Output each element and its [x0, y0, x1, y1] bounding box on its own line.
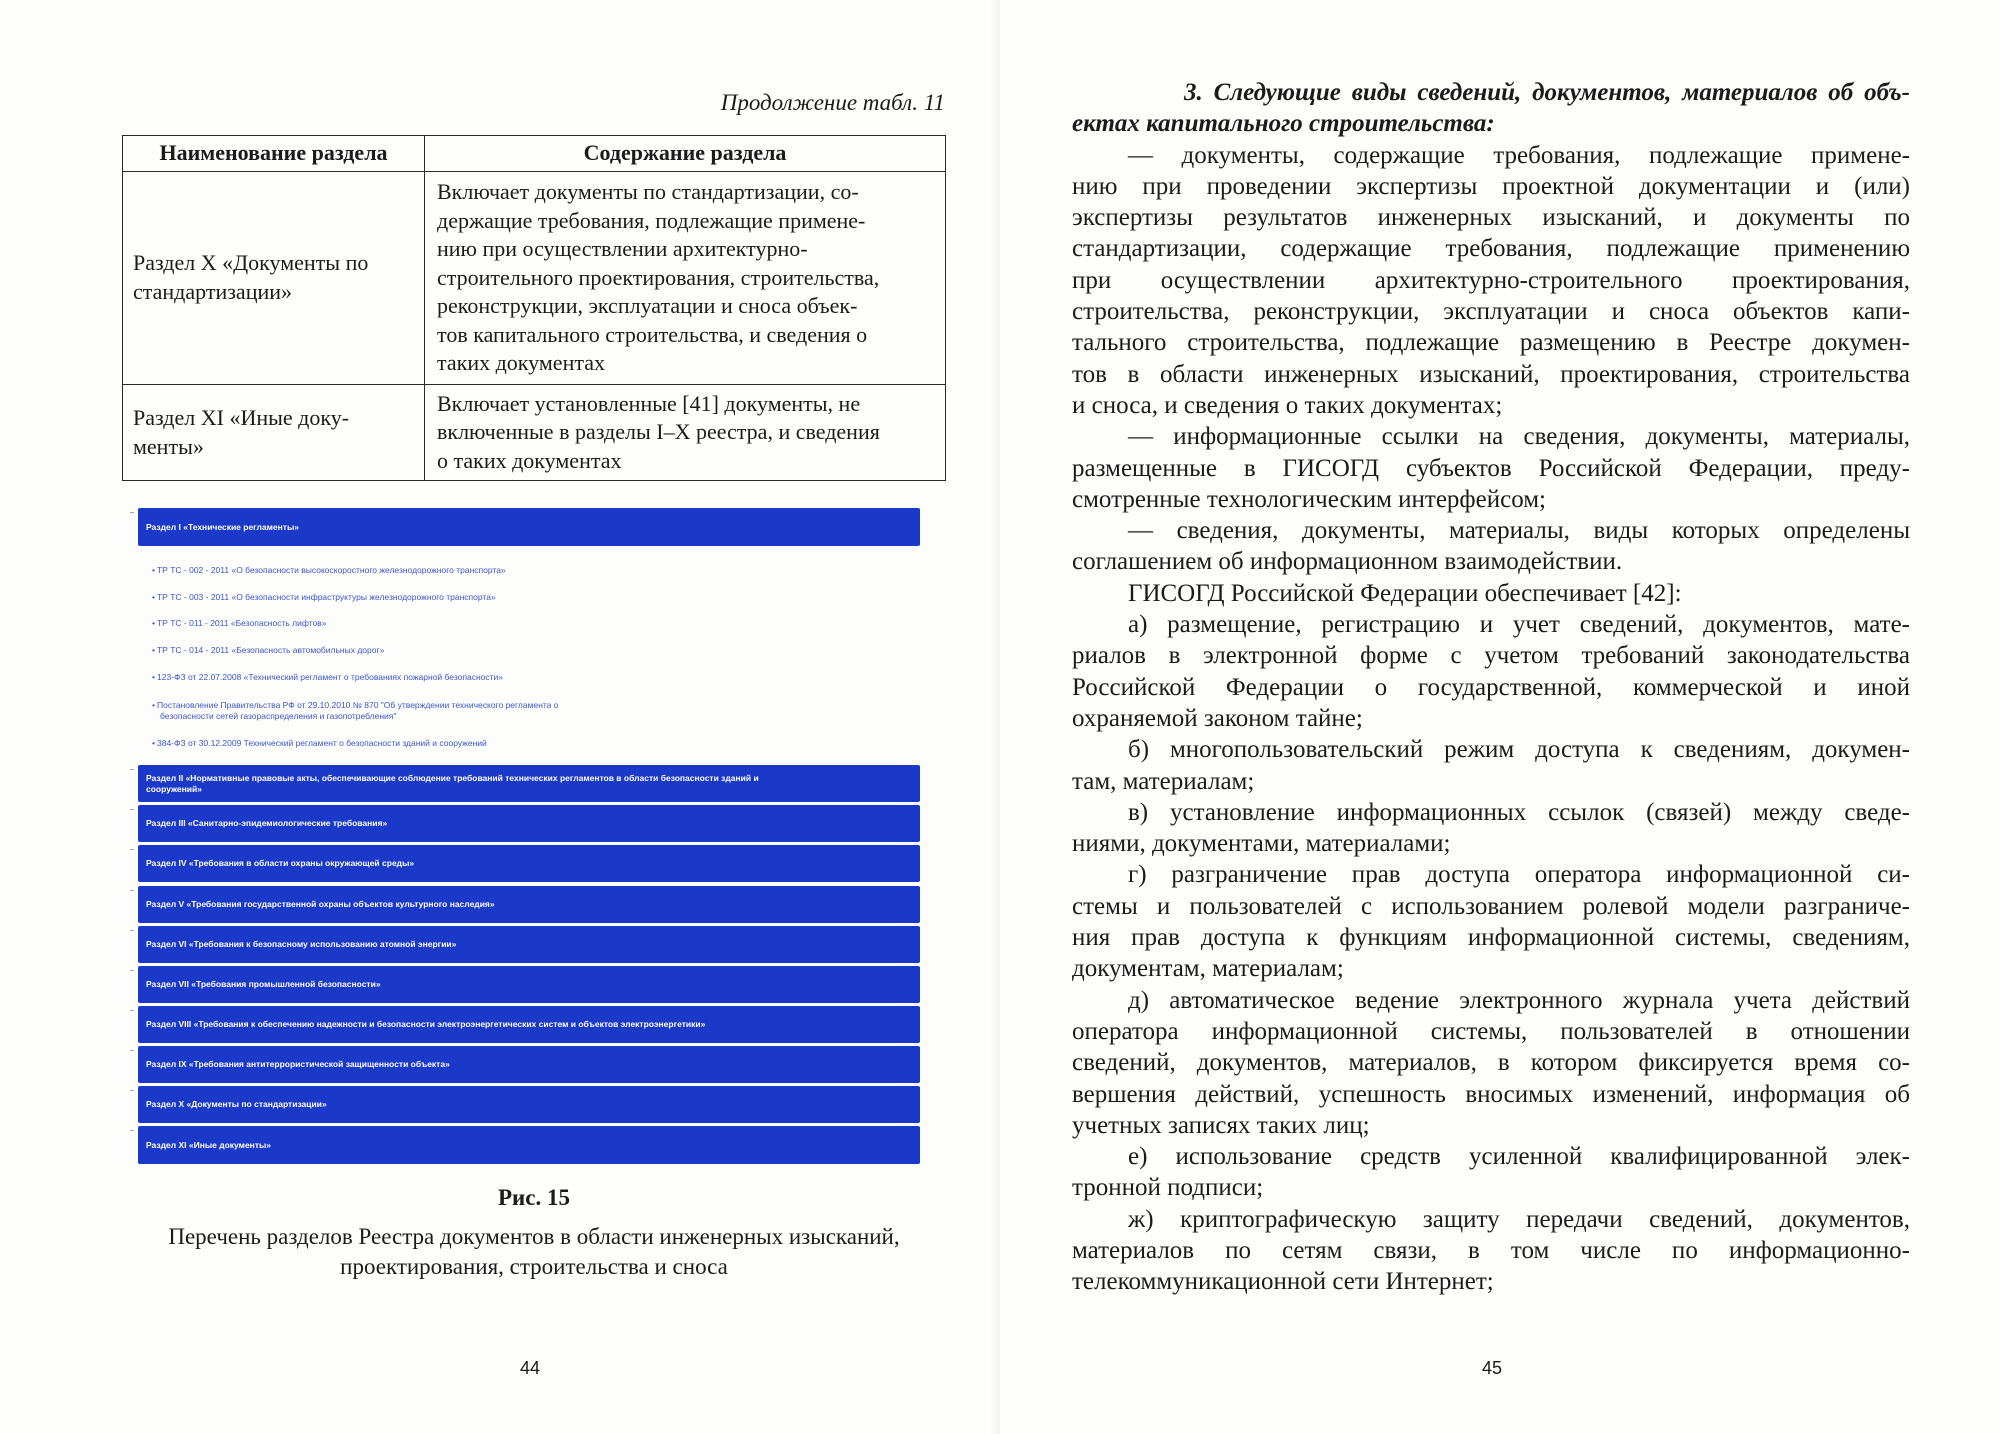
cell-line: Раздел XI «Иные доку- — [133, 404, 350, 430]
table-header-section-content: Содержание раздела — [425, 136, 946, 172]
cell-line: таких документах — [437, 350, 605, 376]
table-row — [123, 172, 946, 385]
figure-section-bar: Раздел I «Технические регламенты» — [138, 508, 920, 546]
body-line: тов в области инженерных изысканий, проектирования, строительства — [1072, 360, 1910, 388]
body-line: е) использование средств усиленной квалифицированной элек- — [1128, 1143, 1910, 1171]
figure-section-bar — [138, 765, 920, 802]
cell-line: строительного проектирования, строительства, — [437, 264, 880, 290]
cell-line: включенные в разделы I–X реестра, и сведения — [437, 419, 880, 445]
body-line: там, материалам; — [1072, 767, 1255, 795]
body-line: б) многопользовательский режим доступа к сведениям, докумен- — [1128, 736, 1910, 764]
table-header-row — [123, 136, 946, 172]
table-cell-section-name — [123, 172, 425, 385]
figure-sub-item: • 384-ФЗ от 30.12.2009 Технический регламент о безопасности зданий и сооружений — [152, 738, 487, 748]
body-line: стемы и пользователей с использованием ролевой модели разграниче- — [1072, 892, 1910, 920]
body-line: вершения действий, успешность вносимых изменений, информация об — [1072, 1080, 1910, 1108]
figure-sub-item: безопасности сетей газораспределения и газопотребления" — [160, 711, 397, 721]
right-page-text — [1072, 77, 1910, 1298]
body-line: материалов по сетям связи, в том числе по информационно- — [1072, 1236, 1910, 1264]
cell-line: тов капитального строительства, и сведения о — [437, 321, 868, 347]
cell-line: Включает установленные [41] документы, не — [437, 390, 861, 416]
body-line: — документы, содержащие требования, подлежащие примене- — [1128, 141, 1910, 169]
body-line: смотренные технологическим интерфейсом; — [1072, 485, 1546, 513]
body-line: Российской Федерации о государственной, коммерческой и иной — [1072, 673, 1910, 701]
body-line: оператора информационной системы, пользователей в отношении — [1072, 1017, 1910, 1045]
body-line: риалов в электронной форме с учетом требований законодательства — [1072, 642, 1910, 670]
registry-sections-figure — [128, 503, 928, 1168]
body-line: размещенные в ГИСОГД субъектов Российской Федерации, преду- — [1072, 454, 1910, 482]
table-row — [123, 385, 946, 481]
figure-sub-item: • ТР ТС - 014 - 2011 «Безопасность автомобильных дорог» — [152, 645, 385, 655]
table-cell-section-name — [123, 385, 425, 481]
figure-sub-item: • 123-ФЗ от 22.07.2008 «Технический регламент о требованиях пожарной безопасности» — [152, 672, 503, 682]
body-line: учетных записях таких лиц; — [1072, 1111, 1370, 1139]
table-cell-section-content — [425, 385, 946, 481]
body-line: телекоммуникационной сети Интернет; — [1072, 1268, 1494, 1296]
body-line: при осуществлении архитектурно-строительного проектирования, — [1072, 266, 1910, 294]
cell-line: Раздел X «Документы по — [133, 250, 369, 276]
body-line: строительства, реконструкции, эксплуатации и сноса объектов капи- — [1072, 298, 1910, 326]
cell-line: нию при осуществлении архитектурно- — [437, 236, 808, 262]
body-line: стандартизации, содержащие требования, подлежащие применению — [1072, 235, 1910, 263]
figure-bar-line: сооружений» — [146, 783, 202, 794]
body-line: нию при проведении экспертизы проектной документации и (или) — [1072, 172, 1910, 200]
figure-caption — [122, 1222, 946, 1282]
cell-line: стандартизации» — [133, 279, 293, 304]
page-number: 45 — [1482, 1358, 1503, 1378]
table-continuation-caption: Продолжение табл. 11 — [720, 90, 945, 115]
body-line: экспертизы результатов инженерных изысканий, и документы по — [1072, 204, 1910, 232]
body-line: соглашением об информационном взаимодействии. — [1072, 548, 1623, 576]
body-line: и сноса, и сведения о таких документах; — [1072, 391, 1503, 419]
body-line: д) автоматическое ведение электронного журнала учета действий — [1128, 986, 1910, 1014]
figure-section-bar: Раздел XI «Иные документы» — [138, 1126, 920, 1164]
body-line: ниями, документами, материалами; — [1072, 830, 1451, 858]
cell-line: Включает документы по стандартизации, со- — [437, 178, 859, 204]
table-cell-section-content — [425, 172, 946, 385]
body-line: ния прав доступа к функциям информационной системы, сведениям, — [1072, 924, 1910, 952]
figure-title: Рис. 15 — [497, 1185, 570, 1210]
figure-section-bar: Раздел VI «Требования к безопасному использованию атомной энергии» — [138, 926, 920, 963]
body-line: г) разграничение прав доступа оператора информационной си- — [1128, 861, 1910, 889]
body-line: охраняемой законом тайне; — [1072, 704, 1363, 732]
figure-sub-item: • Постановление Правительства РФ от 29.10.2010 № 870 "Об утверждении технического регламента о — [152, 700, 559, 710]
heading-line: ектах капитального строительства: — [1072, 110, 1495, 138]
body-line: тального строительства, подлежащие размещению в Реестре докумен- — [1072, 329, 1910, 357]
figure-section-bar: Раздел III «Санитарно-эпидемиологические требования» — [138, 805, 920, 842]
body-line: в) установление информационных ссылок (связей) между сведе- — [1128, 798, 1910, 826]
cell-line: о таких документах — [437, 447, 622, 473]
figure-section-bar: Раздел VII «Требования промышленной безопасности» — [138, 966, 920, 1003]
body-line: — сведения, документы, материалы, виды которых определены — [1128, 517, 1910, 545]
figure-sub-item: • ТР ТС - 002 - 2011 «О безопасности высокоскоростного железнодорожного транспорта» — [152, 565, 506, 575]
heading-line: 3. Следующие виды сведений, документов, материалов об объ- — [1184, 79, 1910, 106]
sections-table — [122, 135, 946, 481]
figure-section-bar: Раздел IX «Требования антитеррористической защищенности объекта» — [138, 1046, 920, 1083]
cell-line: реконструкции, эксплуатации и сноса объек- — [437, 293, 858, 319]
body-line: а) размещение, регистрацию и учет сведений, документов, мате- — [1128, 611, 1910, 639]
body-line: тронной подписи; — [1072, 1174, 1264, 1202]
figure-sub-item: • ТР ТС - 003 - 2011 «О безопасности инфраструктуры железнодорожного транспорта» — [152, 592, 496, 602]
body-line: ГИСОГД Российской Федерации обеспечивает [42]: — [1128, 579, 1682, 607]
body-line: сведений, документов, материалов, в котором фиксируется время со- — [1072, 1049, 1910, 1077]
caption-line: проектирования, строительства и сноса — [340, 1254, 728, 1279]
figure-section-bar: Раздел V «Требования государственной охраны объектов культурного наследия» — [138, 886, 920, 923]
figure-bar-line: Раздел II «Нормативные правовые акты, обеспечивающие соблюдение требований технических регламентов в области безопасности зданий и — [146, 772, 759, 783]
cell-line: держащие требования, подлежащие примене- — [437, 207, 866, 233]
body-line: — информационные ссылки на сведения, документы, материалы, — [1128, 423, 1910, 451]
cell-line: менты» — [133, 433, 204, 459]
body-line: документам, материалам; — [1072, 955, 1344, 983]
figure-sub-item: • ТР ТС - 011 - 2011 «Безопасность лифтов» — [152, 618, 327, 628]
figure-section-bar: Раздел X «Документы по стандартизации» — [138, 1086, 920, 1123]
table-header-section-name: Наименование раздела — [123, 136, 425, 172]
body-line: ж) криптографическую защиту передачи сведений, документов, — [1128, 1205, 1910, 1233]
caption-line: Перечень разделов Реестра документов в области инженерных изысканий, — [168, 1224, 900, 1249]
page-number: 44 — [520, 1358, 541, 1378]
figure-section-bar: Раздел IV «Требования в области охраны окружающей среды» — [138, 845, 920, 882]
figure-section-bar: Раздел VIII «Требования к обеспечению надежности и безопасности электроэнергетических систем и объектов электроэнергетики» — [138, 1006, 920, 1043]
